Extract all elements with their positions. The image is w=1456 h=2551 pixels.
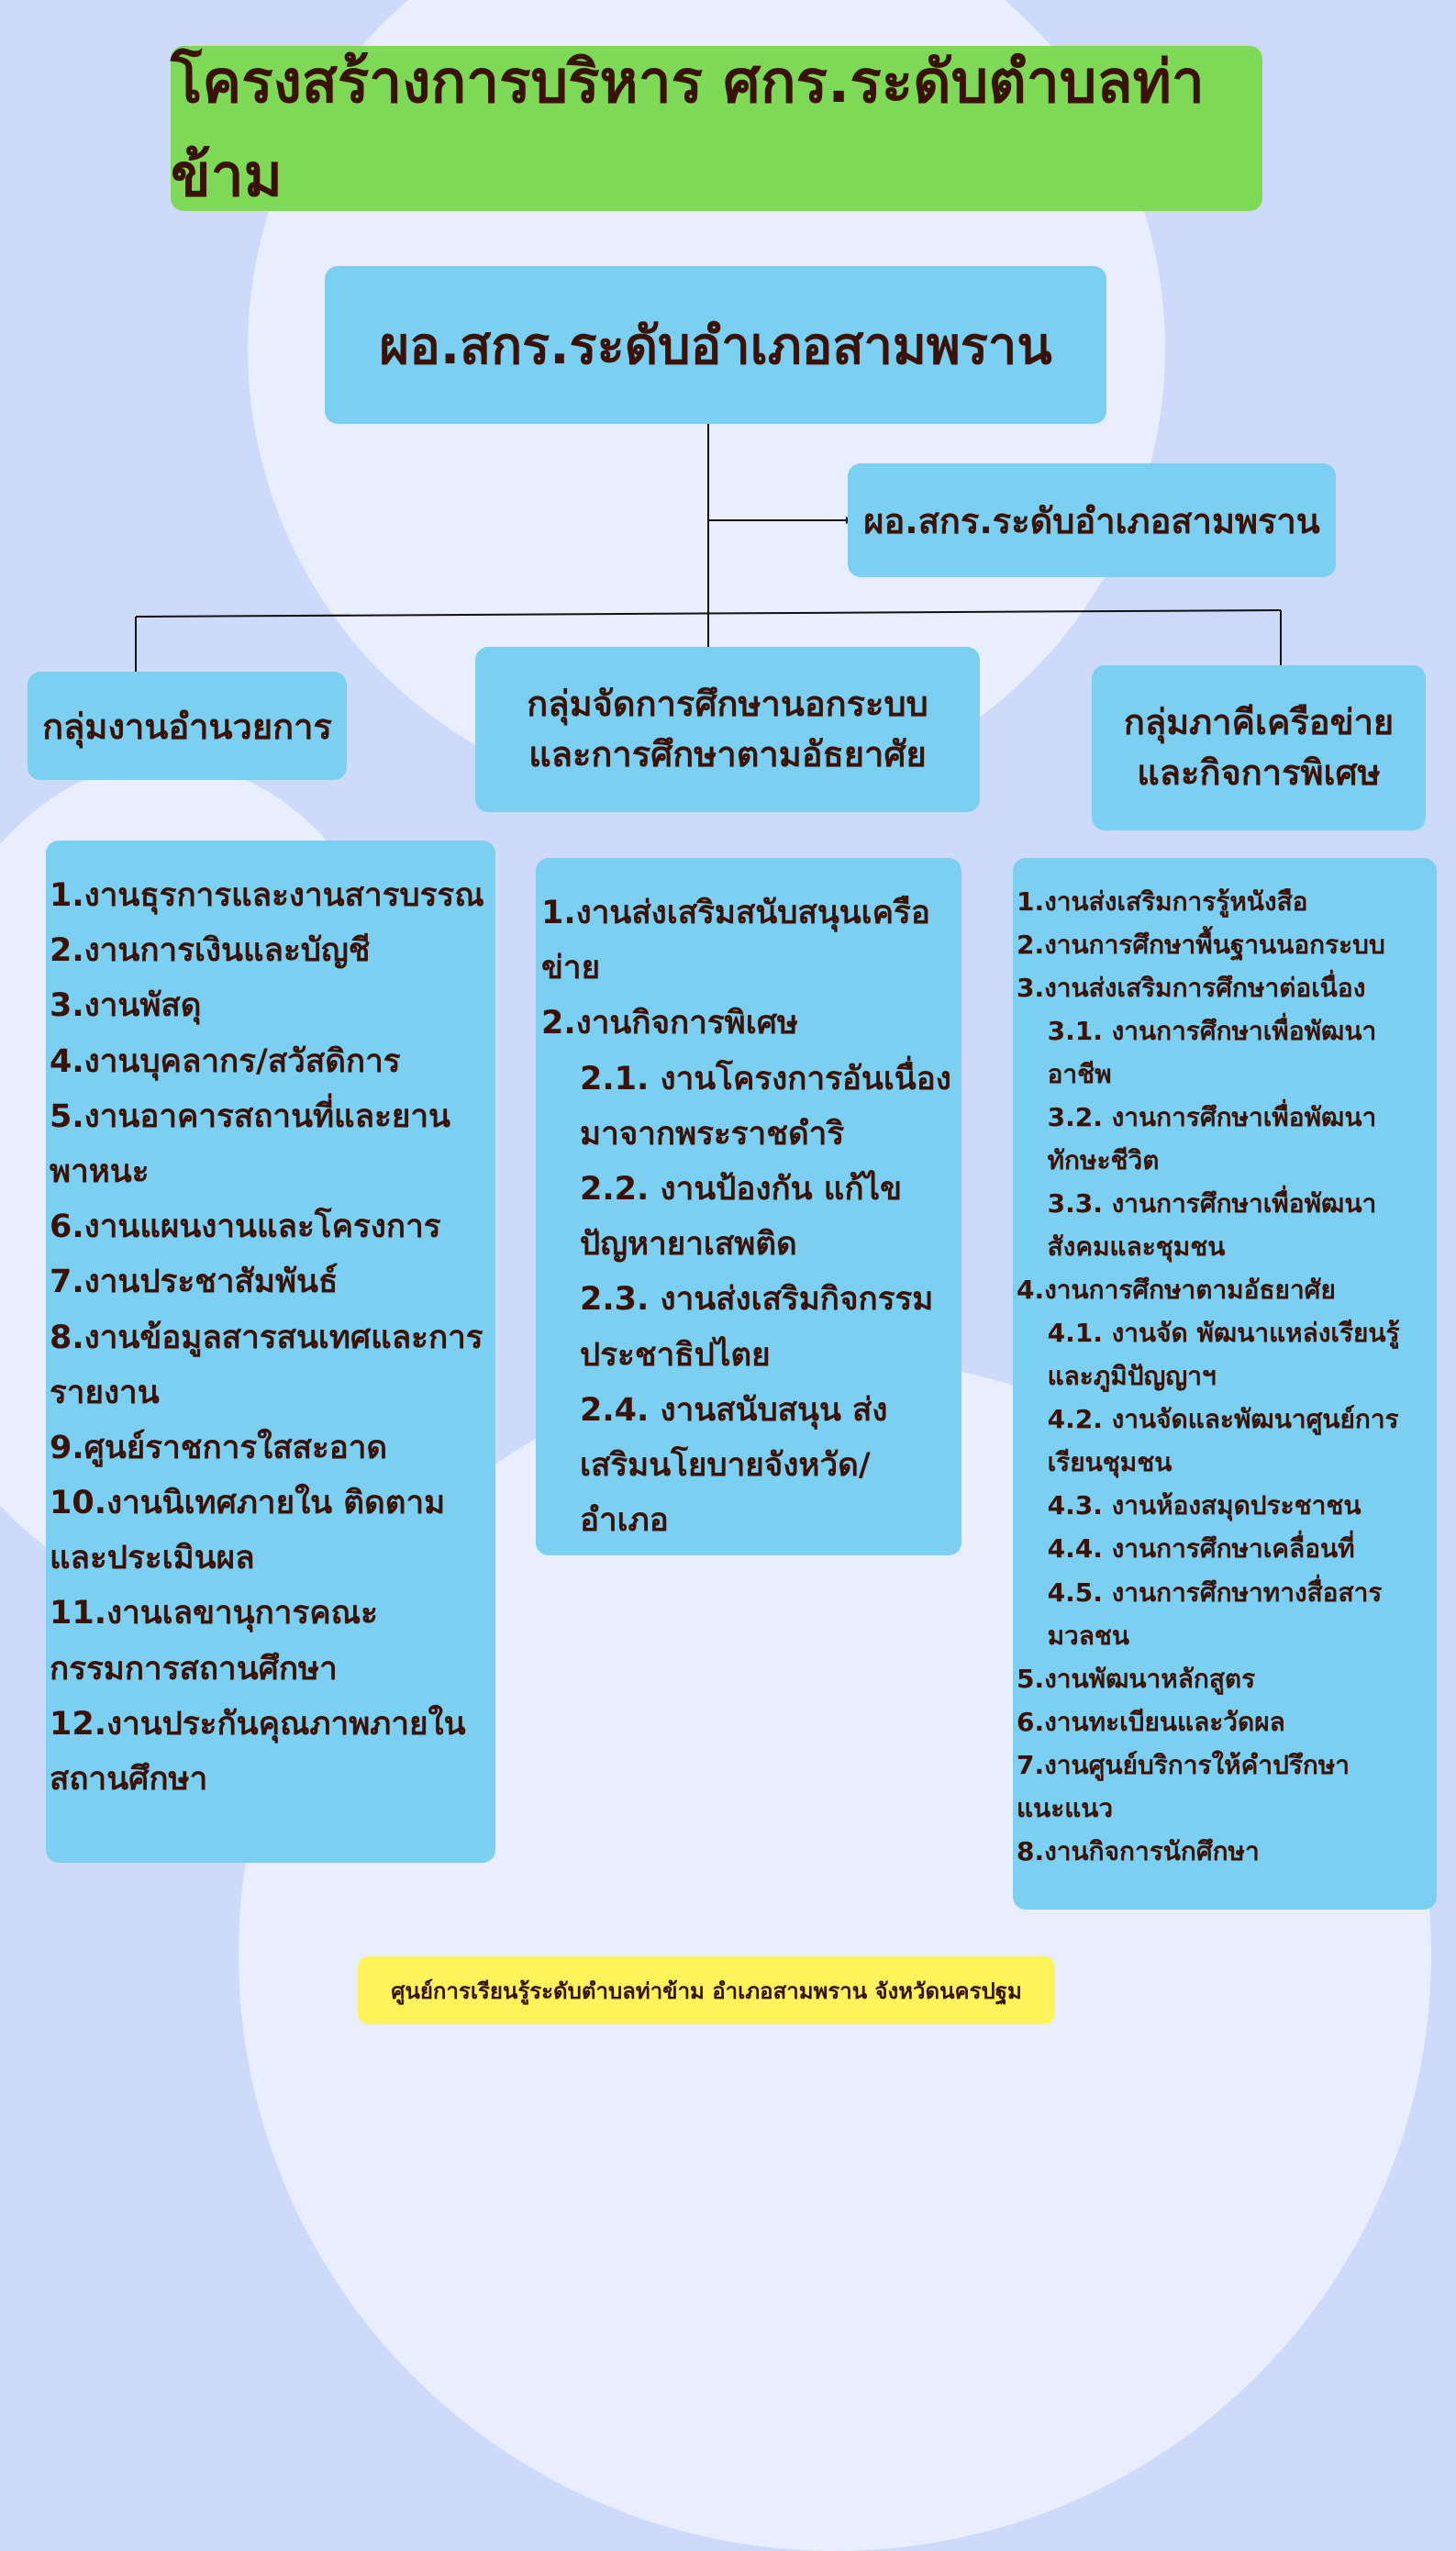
education-task-list <box>541 886 952 1548</box>
list-item: 8.งานกิจการนักศึกษา <box>1017 1835 1260 1866</box>
list-item: 3.1. งานการศึกษาเพื่อพัฒนาอาชีพ <box>1047 1016 1377 1090</box>
list-item: 2.งานการศึกษาพื้นฐานนอกระบบ <box>1017 930 1385 961</box>
director-box: ผอ.สกร.ระดับอำเภอสามพราน <box>325 266 1106 424</box>
list-item: 2.4. งานสนับสนุน ส่งเสริมนโยบายจังหวัด/อำเภอ <box>580 1391 888 1540</box>
group-admin-box: กลุ่มงานอำนวยการ <box>28 672 347 780</box>
page-title: โครงสร้างการบริหาร ศกร.ระดับตำบลท่าข้าม <box>171 46 1262 211</box>
list-item: 12.งานประกันคุณภาพภายในสถานศึกษา <box>50 1705 466 1798</box>
list-item: 4.งานบุคลากร/สวัสดิการ <box>50 1042 401 1080</box>
list-item: 1.งานส่งเสริมสนับสนุนเครือข่าย <box>541 895 930 987</box>
list-item: 4.งานการศึกษาตามอัธยาศัย <box>1017 1275 1336 1306</box>
list-item: 4.4. งานการศึกษาเคลื่อนที่ <box>1047 1533 1355 1565</box>
list-item: 9.ศูนย์ราชการใสสะอาด <box>50 1429 388 1466</box>
list-item: 7.งานประชาสัมพันธ์ <box>50 1264 339 1301</box>
list-item: 5.งานพัฒนาหลักสูตร <box>1017 1663 1256 1694</box>
list-item: 4.5. งานการศึกษาทางสื่อสารมวลชน <box>1047 1576 1383 1651</box>
list-item: 11.งานเลขานุการคณะกรรมการสถานศึกษา <box>50 1595 378 1688</box>
list-item: 2.งานกิจการพิเศษ <box>541 1005 798 1042</box>
list-item: 3.2. งานการศึกษาเพื่อพัฒนาทักษะชีวิต <box>1047 1102 1377 1176</box>
list-item: 6.งานแผนงานและโครงการ <box>50 1209 441 1246</box>
list-item: 4.2. งานจัดและพัฒนาศูนย์การเรียนชุมชน <box>1047 1404 1399 1478</box>
list-item: 2.2. งานป้องกัน แก้ไขปัญหายาเสพติด <box>580 1170 903 1264</box>
list-item: 3.งานส่งเสริมการศึกษาต่อเนื่อง <box>1017 973 1366 1004</box>
list-item: 7.งานศูนย์บริการให้คำปรึกษาแนะแนว <box>1017 1749 1350 1823</box>
side-director-box: ผอ.สกร.ระดับอำเภอสามพราน <box>848 463 1336 577</box>
list-item: 4.1. งานจัด พัฒนาแหล่งเรียนรู้และภูมิปัญญาฯ <box>1047 1318 1400 1392</box>
list-item: 2.1. งานโครงการอันเนื่องมาจากพระราชดำริ <box>580 1060 951 1153</box>
group-education-box: กลุ่มจัดการศึกษานอกระบบและการศึกษาตามอัธยาศัย <box>475 647 980 812</box>
list-item: 2.งานการเงินและบัญชี <box>50 932 371 970</box>
list-item: 3.3. งานการศึกษาเพื่อพัฒนาสังคมและชุมชน <box>1047 1188 1377 1263</box>
list-item: 6.งานทะเบียนและวัดผล <box>1017 1706 1285 1737</box>
education-tasks-panel <box>536 858 961 1555</box>
list-item: 4.3. งานห้องสมุดประชาชน <box>1047 1490 1362 1521</box>
footer-label: ศูนย์การเรียนรู้ระดับตำบลท่าข้าม อำเภอสามพราน จังหวัดนครปฐม <box>358 1956 1055 2024</box>
list-item: 8.งานข้อมูลสารสนเทศและการรายงาน <box>50 1319 483 1411</box>
list-item: 5.งานอาคารสถานที่และยานพาหนะ <box>50 1097 450 1190</box>
list-item: 3.งานพัสดุ <box>50 987 202 1025</box>
list-item: 1.งานธุรการและงานสารบรรณ <box>50 877 484 914</box>
admin-tasks-panel <box>46 841 495 1863</box>
group-network-box: กลุ่มภาคีเครือข่ายและกิจการพิเศษ <box>1092 665 1426 830</box>
admin-task-list <box>50 868 488 1807</box>
network-tasks-panel <box>1013 858 1437 1910</box>
list-item: 2.3. งานส่งเสริมกิจกรรมประชาธิปไตย <box>580 1281 934 1374</box>
list-item: 10.งานนิเทศภายใน ติดตามและประเมินผล <box>50 1485 446 1577</box>
list-item: 1.งานส่งเสริมการรู้หนังสือ <box>1017 886 1308 917</box>
network-task-list <box>1017 880 1429 1873</box>
